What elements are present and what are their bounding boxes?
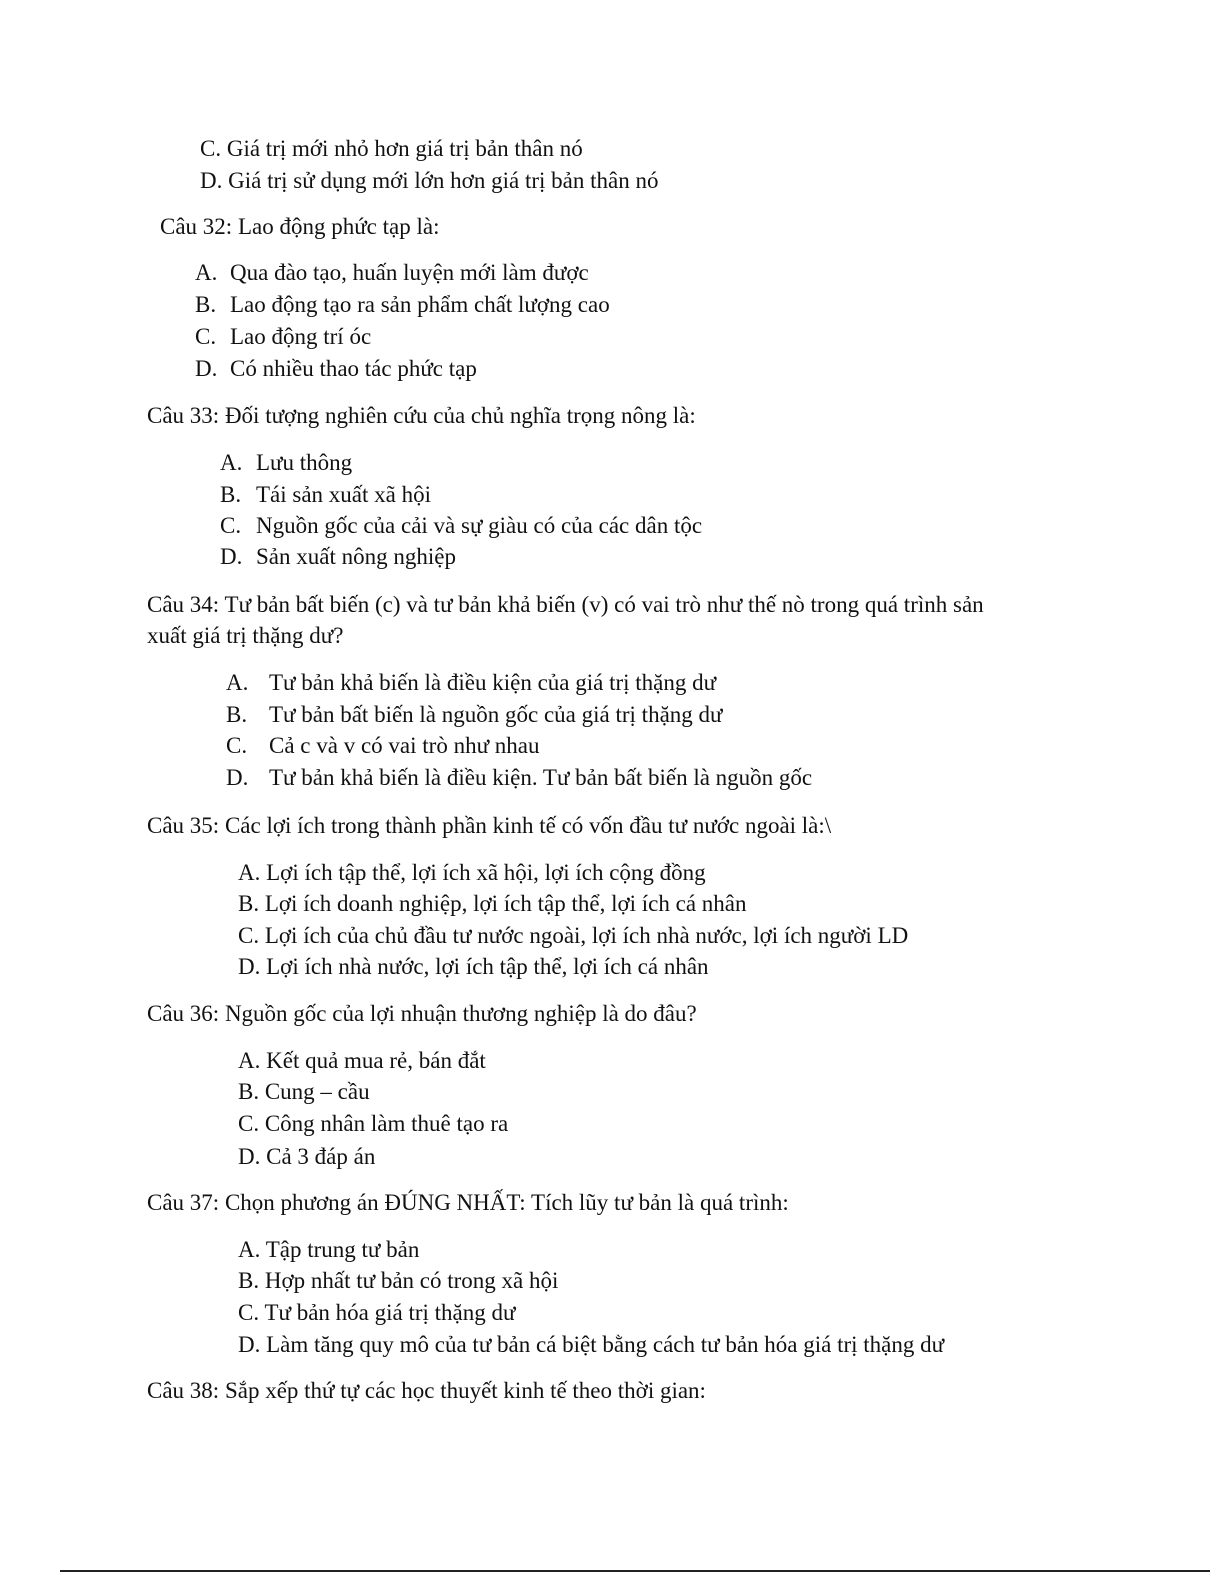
option-text: Giá trị sử dụng mới lớn hơn giá trị bản thân nó: [228, 168, 659, 193]
option-label: C.: [238, 1300, 260, 1325]
option-label: D.: [226, 765, 249, 790]
option-text: Giá trị mới nhỏ hơn giá trị bản thân nó: [226, 136, 583, 161]
option-label: D.: [200, 168, 223, 193]
option-label: C.: [238, 923, 260, 948]
question-stem-continued: xuất giá trị thặng dư?: [147, 623, 344, 648]
option-text: Tái sản xuất xã hội: [256, 482, 432, 507]
option-c: [220, 511, 702, 541]
question-stem: Câu 34: Tư bản bất biến (c) và tư bản khả biến (v) có vai trò như thế nò trong quá trình sản: [147, 592, 984, 617]
option-label: B.: [238, 1268, 260, 1293]
option-text: Làm tăng quy mô của tư bản cá biệt bằng cách tư bản hóa giá trị thặng dư: [266, 1332, 945, 1357]
option-label: A.: [238, 860, 261, 885]
option-text: Tư bản hóa giá trị thặng dư: [264, 1300, 516, 1325]
option-label: B.: [195, 292, 217, 317]
option-label: B.: [220, 482, 242, 507]
option-c: [238, 921, 908, 951]
option-text: Sản xuất nông nghiệp: [256, 544, 456, 569]
option-d: [238, 1330, 944, 1360]
option-label: C.: [226, 733, 248, 758]
question-stem: Câu 37: Chọn phương án ĐÚNG NHẤT: Tích lũy tư bản là quá trình:: [147, 1190, 789, 1215]
option-label: A.: [220, 450, 243, 475]
option-text: Lợi ích nhà nước, lợi ích tập thể, lợi ích cá nhân: [266, 954, 709, 979]
option-a: [238, 1046, 486, 1076]
option-c: [238, 1298, 515, 1328]
option-d: [226, 763, 812, 793]
option-label: C.: [200, 136, 222, 161]
option-text: Lợi ích của chủ đầu tư nước ngoài, lợi ích nhà nước, lợi ích người LD: [264, 923, 909, 948]
option-text: Qua đào tạo, huấn luyện mới làm được: [230, 260, 589, 285]
option-a: [195, 258, 589, 288]
option-text: Lao động tạo ra sản phẩm chất lượng cao: [230, 292, 610, 317]
option-a: [238, 1235, 419, 1265]
option-d: [238, 952, 709, 982]
option-b: [238, 889, 747, 919]
option-a: [238, 858, 706, 888]
option-text: Tư bản khả biến là điều kiện của giá trị thặng dư: [269, 670, 717, 695]
option-label: C.: [238, 1111, 260, 1136]
option-b: [195, 290, 610, 320]
option-text: Cả c và v có vai trò như nhau: [269, 733, 540, 758]
option-label: A.: [226, 670, 249, 695]
option-text: Công nhân làm thuê tạo ra: [264, 1111, 509, 1136]
option-text: Lao động trí óc: [230, 324, 372, 349]
option-d: [238, 1142, 375, 1172]
option-text: Hợp nhất tư bản có trong xã hội: [264, 1268, 559, 1293]
option-b: [220, 480, 431, 510]
option-text: Cả 3 đáp án: [266, 1144, 376, 1169]
option-label: B.: [226, 702, 248, 727]
option-label: D.: [238, 1144, 261, 1169]
option-text: Tập trung tư bản: [265, 1237, 420, 1262]
option-text: Có nhiều thao tác phức tạp: [230, 356, 477, 381]
option-text: Cung – cầu: [264, 1079, 370, 1104]
option-label: A.: [238, 1048, 261, 1073]
option-d: [195, 354, 477, 384]
option-c: [195, 322, 371, 352]
option-label: A.: [195, 260, 218, 285]
option-b: [226, 700, 723, 730]
option-text: Nguồn gốc của cải và sự giàu có của các dân tộc: [256, 513, 703, 538]
option-b: [238, 1266, 558, 1296]
option-text: Lưu thông: [256, 450, 353, 475]
page-bottom-rule: [60, 1570, 1210, 1572]
question-stem: Câu 33: Đối tượng nghiên cứu của chủ nghĩa trọng nông là:: [147, 403, 696, 428]
question-stem: Câu 36: Nguồn gốc của lợi nhuận thương nghiệp là do đâu?: [147, 1001, 697, 1026]
option-a: [226, 668, 716, 698]
option-text: Tư bản bất biến là nguồn gốc của giá trị thặng dư: [269, 702, 723, 727]
option-text: Kết quả mua rẻ, bán đắt: [266, 1048, 486, 1073]
option-text: Lợi ích doanh nghiệp, lợi ích tập thể, lợi ích cá nhân: [264, 891, 747, 916]
option-label: B.: [238, 1079, 260, 1104]
option-label: D.: [238, 1332, 261, 1357]
option-label: D.: [238, 954, 261, 979]
question-stem: Câu 38: Sắp xếp thứ tự các học thuyết kinh tế theo thời gian:: [147, 1378, 706, 1403]
option-c: [238, 1109, 508, 1139]
option-text: Lợi ích tập thể, lợi ích xã hội, lợi ích cộng đồng: [266, 860, 706, 885]
question-stem: Câu 32: Lao động phức tạp là:: [160, 214, 440, 239]
option-a: [220, 448, 352, 478]
option-label: D.: [195, 356, 218, 381]
option-label: C.: [220, 513, 242, 538]
option-d: [200, 166, 658, 196]
option-label: B.: [238, 891, 260, 916]
option-d: [220, 542, 456, 572]
option-label: A.: [238, 1237, 261, 1262]
option-label: C.: [195, 324, 217, 349]
option-c: [226, 731, 540, 761]
option-label: D.: [220, 544, 243, 569]
option-c: [200, 134, 583, 164]
option-b: [238, 1077, 370, 1107]
question-stem: Câu 35: Các lợi ích trong thành phần kinh tế có vốn đầu tư nước ngoài là:\: [147, 813, 832, 838]
option-text: Tư bản khả biến là điều kiện. Tư bản bất biến là nguồn gốc: [269, 765, 813, 790]
